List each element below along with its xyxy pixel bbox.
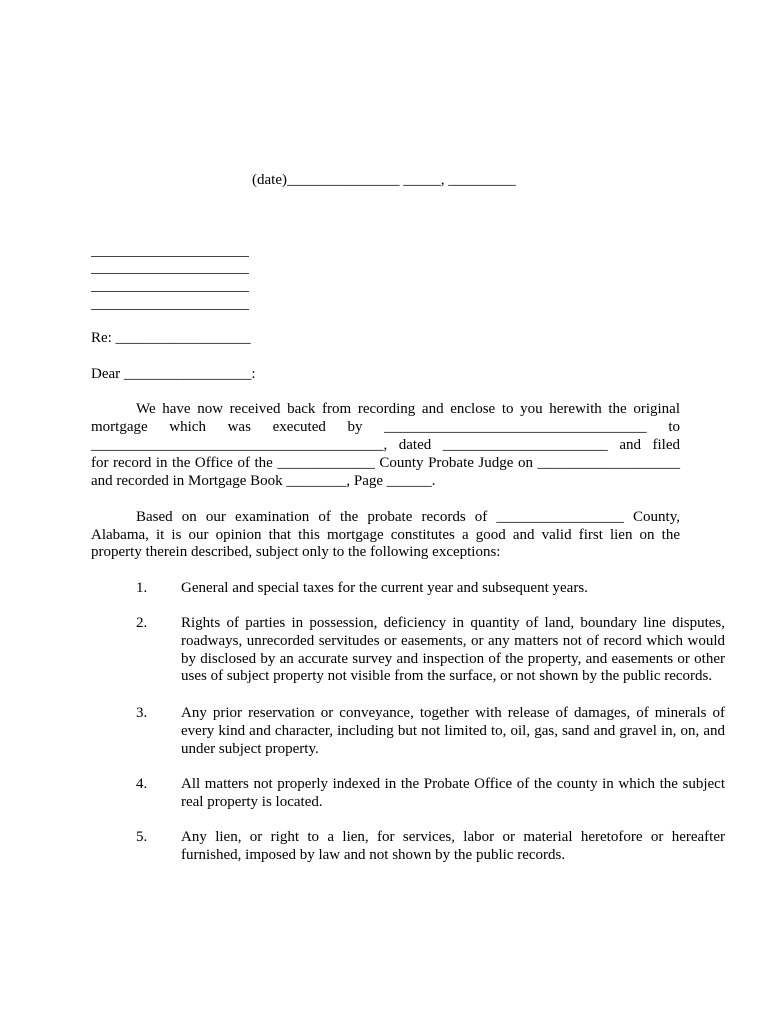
paragraph-line: for record in the Office of the _____________ County Probate Judge on ___________________ (91, 455, 680, 471)
exception-line: uses of subject property not visible from the surface, or not shown by the public records. (181, 668, 713, 685)
exception-line: real property is located. (181, 793, 323, 810)
address-line-4 (91, 309, 249, 310)
exception-number: 5. (136, 829, 148, 845)
paragraph-line: property therein described, subject only to the following exceptions: (91, 544, 501, 560)
address-line-2 (91, 273, 249, 274)
paragraph-line: Based on our examination of the probate records of _________________ County, (136, 509, 680, 525)
exception-line: General and special taxes for the current year and subsequent years. (181, 580, 588, 596)
exception-number: 3. (136, 705, 148, 721)
re-line: Re: __________________ (91, 330, 251, 346)
date-line: (date)_______________ _____, _________ (252, 172, 516, 188)
address-line-1 (91, 256, 249, 257)
salutation: Dear _________________: (91, 366, 256, 382)
exception-line: every kind and character, including but not limited to, oil, gas, sand and gravel in, on, and (181, 722, 725, 739)
exception-line: by disclosed by an accurate survey and inspection of the property, and easements or other (181, 650, 725, 667)
exception-number: 1. (136, 580, 148, 596)
paragraph-line: Alabama, it is our opinion that this mortgage constitutes a good and valid first lien on the (91, 527, 680, 543)
exception-number: 2. (136, 615, 148, 631)
exception-line: Rights of parties in possession, deficiency in quantity of land, boundary line disputes, (181, 615, 725, 631)
exception-line: Any lien, or right to a lien, for services, labor or material heretofore or hereafter (181, 829, 725, 845)
paragraph-line: and recorded in Mortgage Book ________, Page ______. (91, 473, 436, 489)
exception-line: Any prior reservation or conveyance, together with release of damages, of minerals of (181, 705, 725, 721)
exception-number: 4. (136, 776, 148, 792)
paragraph-line: We have now received back from recording and enclose to you herewith the original (136, 401, 680, 417)
exception-line: All matters not properly indexed in the Probate Office of the county in which the subject (181, 776, 725, 792)
exception-line: roadways, unrecorded servitudes or easements, or any matters not of record which would (181, 632, 725, 649)
paragraph-line: mortgage which was executed by ___________________________________ to (91, 419, 680, 435)
address-line-3 (91, 291, 249, 292)
paragraph-line: _______________________________________, dated ______________________ and filed (91, 437, 680, 453)
exception-line: furnished, imposed by law and not shown by the public records. (181, 846, 566, 863)
exception-line: under subject property. (181, 740, 319, 757)
